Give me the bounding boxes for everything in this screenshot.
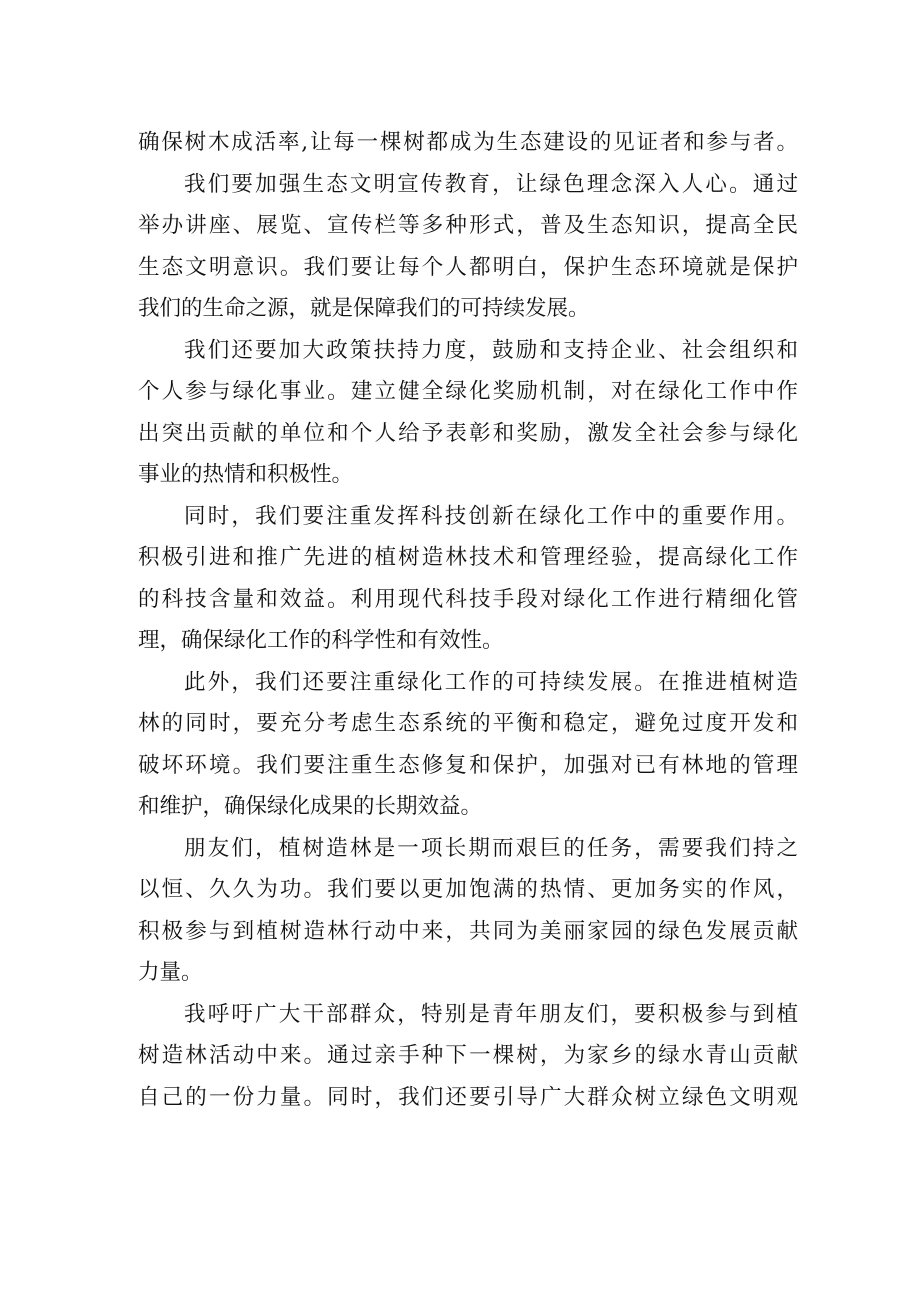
text-line: 力量。 bbox=[138, 960, 203, 985]
text-line: 树造林活动中来。通过亲手种下一棵树，为家乡的绿水青山贡献 bbox=[138, 1043, 798, 1068]
text-line: 我呼吁广大干部群众，特别是青年朋友们，要积极参与到植 bbox=[184, 1001, 798, 1027]
text-line: 林的同时，要充分考虑生态系统的平衡和稳定，避免过度开发和 bbox=[138, 711, 798, 736]
paragraph-6 bbox=[138, 828, 798, 994]
text-line: 以恒、久久为功。我们要以更加饱满的热情、更加务实的作风， bbox=[138, 877, 798, 902]
document-body bbox=[138, 122, 798, 1118]
paragraph-7 bbox=[138, 994, 798, 1119]
paragraph-1 bbox=[138, 122, 798, 164]
text-line: 举办讲座、展览、宣传栏等多种形式，普及生态知识，提高全民 bbox=[138, 213, 798, 238]
text-line: 生态文明意识。我们要让每个人都明白，保护生态环境就是保护 bbox=[138, 254, 798, 280]
text-line: 理，确保绿化工作的科学性和有效性。 bbox=[138, 628, 504, 653]
text-line: 我们的生命之源，就是保障我们的可持续发展。 bbox=[138, 296, 590, 321]
paragraph-3 bbox=[138, 330, 798, 496]
text-line: 和维护，确保绿化成果的长期效益。 bbox=[138, 794, 483, 819]
text-line: 出突出贡献的单位和个人给予表彰和奖励，激发全社会参与绿化 bbox=[138, 420, 798, 446]
text-line: 我们还要加大政策扶持力度，鼓励和支持企业、社会组织和 bbox=[184, 337, 798, 363]
text-line: 积极参与到植树造林行动中来，共同为美丽家园的绿色发展贡献 bbox=[138, 918, 798, 944]
text-line: 事业的热情和积极性。 bbox=[138, 462, 354, 487]
text-line: 个人参与绿化事业。建立健全绿化奖励机制，对在绿化工作中作 bbox=[138, 379, 798, 404]
text-line: 我们要加强生态文明宣传教育，让绿色理念深入人心。通过 bbox=[184, 171, 798, 197]
text-line: 确保树木成活率,让每一棵树都成为生态建设的见证者和参与者。 bbox=[138, 130, 798, 155]
paragraph-2 bbox=[138, 164, 798, 330]
text-line: 朋友们，植树造林是一项长期而艰巨的任务，需要我们持之 bbox=[184, 835, 798, 861]
text-line: 自己的一份力量。同时，我们还要引导广大群众树立绿色文明观 bbox=[138, 1084, 798, 1110]
text-line: 此外，我们还要注重绿化工作的可持续发展。在推进植树造 bbox=[184, 669, 798, 695]
text-line: 积极引进和推广先进的植树造林技术和管理经验，提高绿化工作 bbox=[138, 545, 798, 570]
text-line: 同时，我们要注重发挥科技创新在绿化工作中的重要作用。 bbox=[184, 503, 798, 529]
text-line: 破坏环境。我们要注重生态修复和保护，加强对已有林地的管理 bbox=[138, 752, 798, 778]
text-line: 的科技含量和效益。利用现代科技手段对绿化工作进行精细化管 bbox=[138, 586, 798, 612]
paragraph-4 bbox=[138, 496, 798, 662]
paragraph-5 bbox=[138, 662, 798, 828]
